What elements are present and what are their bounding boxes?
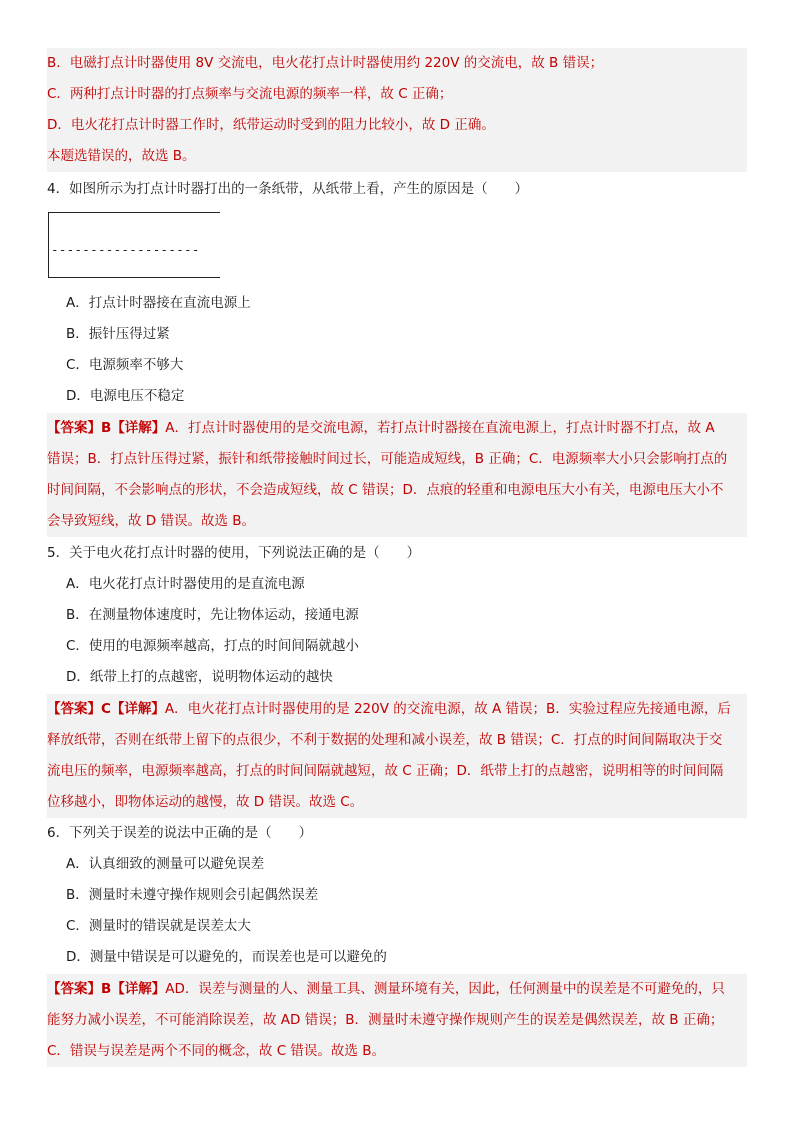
question-5-option-b: B．在测量物体速度时，先让物体运动，接通电源 bbox=[66, 607, 359, 623]
question-5-answer-line: 位移越小，即物体运动的越慢，故 D 错误。故选 C。 bbox=[47, 787, 747, 818]
question-6-option-a: A．认真细致的测量可以避免误差 bbox=[66, 856, 265, 872]
answer-text: A．打点计时器使用的是交流电源，若打点计时器接在直流电源上，打点计时器不打点，故 A bbox=[165, 420, 715, 436]
question-4-option-b: B．振针压得过紧 bbox=[66, 326, 170, 342]
answer-text: AD．误差与测量的人、测量工具、测量环境有关，因此，任何测量中的误差是不可避免的，只 bbox=[165, 981, 725, 997]
question-4-answer-line: 时间间隔，不会影响点的形状，不会造成短线，故 C 错误；D．点痕的轻重和电源电压大小有关，电源电压大小不 bbox=[47, 475, 747, 506]
question-5-option-a: A．电火花打点计时器使用的是直流电源 bbox=[66, 576, 305, 592]
question-4-answer-line: 错误；B．打点针压得过紧，振针和纸带接触时间过长，可能造成短线，B 正确；C．电源频率大小只会影响打点的 bbox=[47, 444, 747, 475]
question-4-option-c: C．电源频率不够大 bbox=[66, 357, 184, 373]
question-5-option-c: C．使用的电源频率越高，打点的时间间隔就越小 bbox=[66, 638, 359, 654]
question-5-answer-line bbox=[47, 694, 747, 725]
tape-marks: ------------------- bbox=[51, 242, 200, 257]
answer-text: A．电火花打点计时器使用的是 220V 的交流电源，故 A 错误；B．实验过程应先接通电源，后 bbox=[164, 701, 731, 717]
answer-line: 本题选错误的，故选 B。 bbox=[47, 141, 747, 172]
question-5-option-d: D．纸带上打的点越密，说明物体运动的越快 bbox=[66, 669, 333, 685]
question-4-option-d: D．电源电压不稳定 bbox=[66, 388, 185, 404]
question-6-option-c: C．测量时的错误就是误差太大 bbox=[66, 918, 251, 934]
question-5-answer-line: 释放纸带，否则在纸带上留下的点很少，不利于数据的处理和减小误差，故 B 错误；C．打点的时间间隔取决于交 bbox=[47, 725, 747, 756]
answer-line: D．电火花打点计时器工作时，纸带运动时受到的阻力比较小，故 D 正确。 bbox=[47, 110, 747, 141]
question-4-option-a: A．打点计时器接在直流电源上 bbox=[66, 295, 251, 311]
question-6-answer-line: C．错误与误差是两个不同的概念，故 C 错误。故选 B。 bbox=[47, 1036, 747, 1067]
question-6-stem: 6．下列关于误差的说法中正确的是（ ） bbox=[47, 825, 313, 841]
question-4-answer-line bbox=[47, 413, 747, 444]
question-6-answer-line bbox=[47, 974, 747, 1005]
answer-tag: 【答案】C【详解】 bbox=[47, 701, 165, 717]
answer-tag: 【答案】B【详解】 bbox=[47, 981, 166, 997]
answer-line: B．电磁打点计时器使用 8V 交流电，电火花打点计时器使用约 220V 的交流电，故 B 错误； bbox=[47, 48, 747, 79]
question-6-option-b: B．测量时未遵守操作规则会引起偶然误差 bbox=[66, 887, 319, 903]
question-4-stem: 4．如图所示为打点计时器打出的一条纸带，从纸带上看，产生的原因是（ ） bbox=[47, 181, 529, 197]
question-5-stem: 5．关于电火花打点计时器的使用，下列说法正确的是（ ） bbox=[47, 545, 421, 561]
paper-tape-figure bbox=[48, 212, 220, 278]
answer-tag: 【答案】B【详解】 bbox=[47, 420, 166, 436]
question-6-answer-line: 能努力减小误差，不可能消除误差，故 AD 错误；B．测量时未遵守操作规则产生的误差是偶然误差，故 B 正确； bbox=[47, 1005, 747, 1036]
answer-line: C．两种打点计时器的打点频率与交流电源的频率一样，故 C 正确； bbox=[47, 79, 747, 110]
question-5-answer-line: 流电压的频率，电源频率越高，打点的时间间隔就越短，故 C 正确；D．纸带上打的点越密，说明相等的时间间隔 bbox=[47, 756, 747, 787]
question-4-answer-line: 会导致短线，故 D 错误。故选 B。 bbox=[47, 506, 747, 537]
question-6-option-d: D．测量中错误是可以避免的，而误差也是可以避免的 bbox=[66, 949, 387, 965]
